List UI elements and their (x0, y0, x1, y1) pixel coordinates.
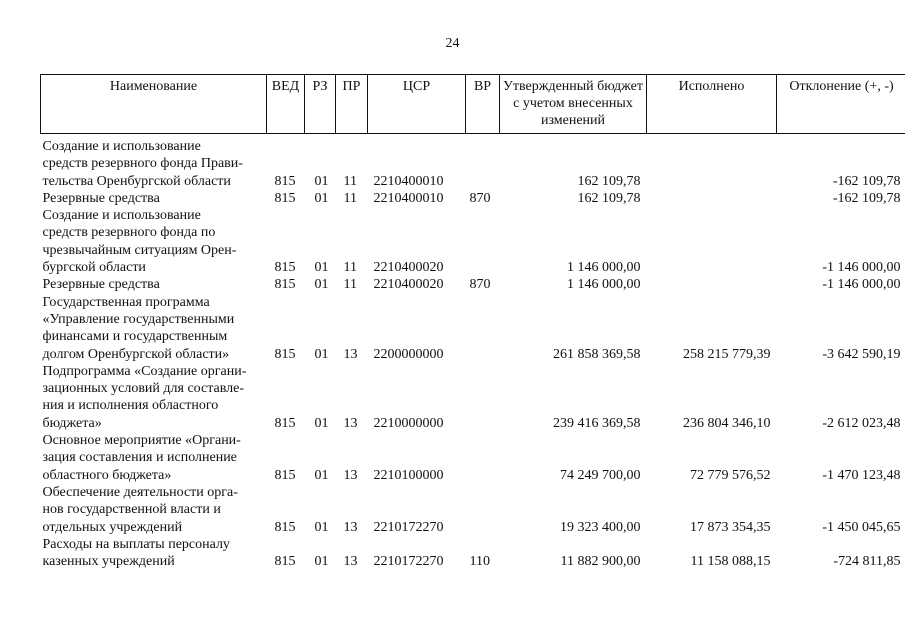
row-done: 258 215 779,39 (683, 346, 771, 362)
row-name-line: Основное мероприятие «Органи- (42, 433, 241, 449)
row-rz: 01 (314, 346, 329, 362)
row-rz: 01 (314, 519, 329, 535)
row-deviation: -724 811,85 (833, 554, 901, 570)
row-ved: 815 (274, 277, 296, 293)
row-name-line: нов государственной власти и (42, 502, 221, 518)
row-deviation: -3 642 590,19 (822, 346, 901, 362)
row-budget: 261 858 369,58 (553, 346, 641, 362)
row-name-line: Создание и использование (42, 208, 201, 224)
row-name-line: Резервные средства (42, 277, 160, 293)
row-name (41, 294, 267, 363)
row-name-line: «Управление государственными (42, 311, 235, 327)
row-name (41, 134, 267, 190)
row-name (41, 363, 267, 432)
table-body (41, 134, 905, 571)
header-vr: ВР (466, 75, 500, 134)
row-name (41, 276, 267, 293)
table-row (41, 432, 905, 484)
row-name (41, 432, 267, 484)
row-name-line: Расходы на выплаты персоналу (42, 536, 230, 552)
table-header-row (41, 75, 905, 134)
row-name-line: Подпрограмма «Создание органи- (42, 363, 247, 379)
row-name (41, 484, 267, 536)
row-name-line: Создание и использование (42, 139, 201, 154)
row-budget: 239 416 369,58 (553, 415, 641, 431)
row-rz: 01 (314, 415, 329, 431)
row-vr (466, 432, 500, 484)
row-deviation: -1 470 123,48 (822, 467, 901, 483)
row-name-line: Государственная программа (42, 294, 210, 310)
row-vr (466, 363, 500, 432)
row-name-line: чрезвычайным ситуациям Орен- (42, 242, 237, 258)
row-done (647, 134, 777, 190)
page-number: 24 (445, 36, 460, 51)
row-name-line: бюджета» (42, 415, 102, 431)
row-vr: 870 (469, 277, 491, 293)
row-name (41, 207, 267, 276)
row-name-line: финансами и государственным (42, 329, 228, 345)
row-pr: 13 (343, 519, 358, 535)
row-name-line: Резервные средства (42, 190, 160, 206)
row-vr: 870 (469, 190, 491, 206)
row-pr: 13 (343, 346, 358, 362)
row-name (41, 536, 267, 571)
row-ved: 815 (274, 467, 296, 483)
row-deviation: -162 109,78 (832, 190, 901, 206)
row-csr: 2200000000 (373, 346, 444, 362)
row-ved: 815 (274, 190, 296, 206)
row-rz: 01 (314, 467, 329, 483)
row-deviation: -1 450 045,65 (822, 519, 901, 535)
row-ved: 815 (274, 346, 296, 362)
row-done (647, 190, 777, 207)
row-budget: 74 249 700,00 (560, 467, 641, 483)
row-budget: 162 109,78 (577, 173, 641, 189)
row-done (647, 276, 777, 293)
row-pr: 13 (343, 554, 358, 570)
header-name: Наименование (41, 75, 267, 134)
row-vr: 110 (469, 554, 490, 570)
row-rz: 01 (314, 173, 329, 189)
table-row (41, 276, 905, 293)
row-name-line: средств резервного фонда по (42, 225, 216, 241)
row-name-line: зация составления и исполнение (42, 450, 237, 466)
row-name-line: ния и исполнения областного (42, 398, 219, 414)
row-name-line: зационных условий для составле- (42, 381, 245, 397)
row-deviation: -1 146 000,00 (822, 260, 901, 276)
row-deviation: -1 146 000,00 (822, 277, 901, 293)
row-rz: 01 (314, 277, 329, 293)
row-ved: 815 (274, 415, 296, 431)
row-rz: 01 (314, 554, 329, 570)
row-rz: 01 (314, 190, 329, 206)
row-csr: 2210000000 (373, 415, 444, 431)
table-row (41, 134, 905, 190)
row-vr (466, 484, 500, 536)
header-deviation: Отклонение (+, -) (777, 75, 905, 134)
row-name-line: отдельных учреждений (42, 519, 183, 535)
header-rz: РЗ (305, 75, 336, 134)
row-csr: 2210400020 (373, 260, 444, 276)
row-done: 17 873 354,35 (690, 519, 771, 535)
row-done: 236 804 346,10 (683, 415, 771, 431)
row-csr: 2210172270 (373, 554, 444, 570)
row-done: 72 779 576,52 (690, 467, 771, 483)
row-name-line: областного бюджета» (42, 467, 172, 483)
row-csr: 2210400010 (373, 173, 444, 189)
row-ved: 815 (274, 519, 296, 535)
row-pr: 13 (343, 467, 358, 483)
row-vr (466, 207, 500, 276)
header-done: Исполнено (647, 75, 777, 134)
row-csr: 2210400020 (373, 277, 444, 293)
budget-table (40, 74, 905, 570)
row-name (41, 190, 267, 207)
row-name-line: бургской области (42, 260, 146, 276)
table-row (41, 207, 905, 276)
row-budget: 1 146 000,00 (567, 260, 641, 276)
row-budget: 1 146 000,00 (567, 277, 641, 293)
row-budget: 162 109,78 (577, 190, 641, 206)
table-row (41, 294, 905, 363)
row-rz: 01 (314, 260, 329, 276)
row-name-line: тельства Оренбургской области (42, 173, 231, 189)
table-row (41, 536, 905, 571)
row-pr: 11 (343, 260, 357, 276)
row-csr: 2210100000 (373, 467, 444, 483)
row-vr (466, 294, 500, 363)
row-pr: 11 (343, 277, 357, 293)
row-name-line: Обеспечение деятельности орга- (42, 484, 238, 500)
row-deviation: -162 109,78 (832, 173, 901, 189)
row-done (647, 207, 777, 276)
header-pr: ПР (336, 75, 368, 134)
row-pr: 11 (343, 173, 357, 189)
row-budget: 11 882 900,00 (560, 554, 641, 570)
row-pr: 11 (343, 190, 357, 206)
header-budget: Утвержденный бюджет с учетом внесенных изменений (500, 75, 647, 134)
row-ved: 815 (274, 260, 296, 276)
row-name-line: средств резервного фонда Прави- (42, 156, 243, 172)
row-name-line: долгом Оренбургской области» (42, 346, 230, 362)
row-name-line: казенных учреждений (42, 554, 175, 570)
row-ved: 815 (274, 554, 296, 570)
row-csr: 2210172270 (373, 519, 444, 535)
row-ved: 815 (274, 173, 296, 189)
table-row (41, 190, 905, 207)
table-row (41, 363, 905, 432)
row-csr: 2210400010 (373, 190, 444, 206)
row-done: 11 158 088,15 (690, 554, 771, 570)
row-pr: 13 (343, 415, 358, 431)
header-ved: ВЕД (267, 75, 305, 134)
row-deviation: -2 612 023,48 (822, 415, 901, 431)
table-row (41, 484, 905, 536)
row-budget: 19 323 400,00 (560, 519, 641, 535)
header-csr: ЦСР (368, 75, 466, 134)
row-vr (466, 134, 500, 190)
